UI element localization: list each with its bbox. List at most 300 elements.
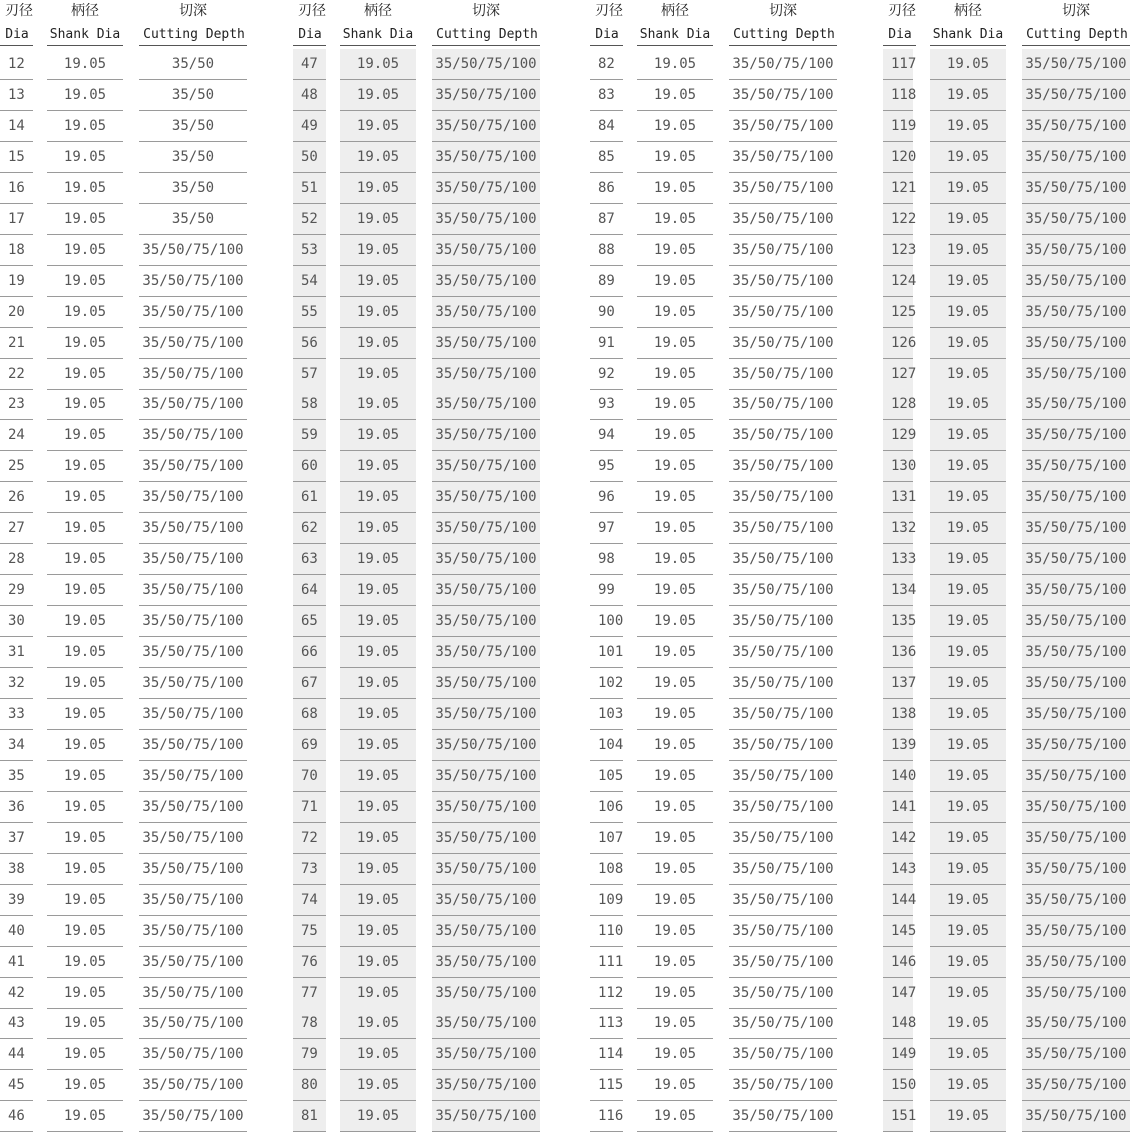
shank-dia-cell: 19.05 xyxy=(47,668,123,699)
cutting-depth-cell: 35/50/75/100 xyxy=(139,297,247,328)
dia-value: 25 xyxy=(8,458,25,475)
table-row xyxy=(590,699,840,730)
dia-cell xyxy=(590,142,623,173)
shank-dia-cell: 19.05 xyxy=(637,359,713,390)
table-row xyxy=(293,823,543,854)
shank-dia-cell: 19.05 xyxy=(637,266,713,297)
header-depth-en: Cutting Depth xyxy=(1026,27,1128,42)
table-row xyxy=(293,575,543,606)
shank-dia-cell: 19.05 xyxy=(340,885,416,916)
table-row xyxy=(0,823,250,854)
cutting-depth-cell: 35/50/75/100 xyxy=(432,916,540,947)
dia-cell xyxy=(0,823,33,854)
cutting-depth-cell: 35/50/75/100 xyxy=(1022,761,1130,792)
cutting-depth-cell: 35/50/75/100 xyxy=(432,204,540,235)
dia-cell xyxy=(293,1039,326,1070)
shank-dia-cell: 19.05 xyxy=(930,1101,1006,1132)
table-row xyxy=(0,978,250,1009)
table-row xyxy=(0,1008,250,1039)
cutting-depth-cell: 35/50/75/100 xyxy=(432,885,540,916)
table-row xyxy=(293,328,543,359)
cutting-depth-cell: 35/50/75/100 xyxy=(1022,420,1130,451)
dia-value: 108 xyxy=(598,860,624,877)
cutting-depth-cell: 35/50 xyxy=(139,204,247,235)
dia-value: 126 xyxy=(891,334,917,351)
shank-dia-cell: 19.05 xyxy=(47,978,123,1009)
dia-value: 92 xyxy=(598,365,615,382)
dia-value: 147 xyxy=(891,984,917,1001)
table-row xyxy=(293,606,543,637)
table-row xyxy=(0,854,250,885)
dia-value: 138 xyxy=(891,705,917,722)
shank-dia-cell: 19.05 xyxy=(930,513,1006,544)
table-row xyxy=(0,266,250,297)
cutting-depth-cell: 35/50/75/100 xyxy=(139,1008,247,1039)
cutting-depth-cell: 35/50/75/100 xyxy=(432,854,540,885)
dia-value: 72 xyxy=(301,829,318,846)
dia-value: 85 xyxy=(598,148,615,165)
dia-value: 129 xyxy=(891,427,917,444)
table-row xyxy=(883,482,1131,513)
cutting-depth-cell: 35/50/75/100 xyxy=(432,173,540,204)
cutting-depth-cell: 35/50/75/100 xyxy=(432,142,540,173)
shank-dia-cell: 19.05 xyxy=(637,668,713,699)
dia-cell xyxy=(0,947,33,978)
dia-value: 136 xyxy=(891,644,917,661)
table-row xyxy=(0,1039,250,1070)
dia-value: 29 xyxy=(8,582,25,599)
shank-dia-cell: 19.05 xyxy=(637,947,713,978)
table-row xyxy=(293,173,543,204)
table-row xyxy=(0,173,250,204)
cutting-depth-cell: 35/50/75/100 xyxy=(729,978,837,1009)
shank-dia-cell: 19.05 xyxy=(340,359,416,390)
dia-value: 48 xyxy=(301,86,318,103)
table-row xyxy=(590,730,840,761)
cutting-depth-cell: 35/50/75/100 xyxy=(432,978,540,1009)
shank-dia-cell: 19.05 xyxy=(47,420,123,451)
dia-cell xyxy=(0,637,33,668)
table-row xyxy=(0,297,250,328)
shank-dia-cell: 19.05 xyxy=(47,699,123,730)
table-row xyxy=(293,761,543,792)
dia-cell xyxy=(590,885,623,916)
dia-cell xyxy=(293,792,326,823)
dia-cell xyxy=(590,328,623,359)
dia-cell xyxy=(883,1008,917,1039)
cutting-depth-cell: 35/50/75/100 xyxy=(1022,359,1130,390)
shank-dia-cell: 19.05 xyxy=(637,451,713,482)
dia-value: 98 xyxy=(598,551,615,568)
dia-value: 13 xyxy=(8,86,25,103)
table-row xyxy=(883,544,1131,575)
cutting-depth-cell: 35/50/75/100 xyxy=(139,854,247,885)
cutting-depth-cell: 35/50/75/100 xyxy=(432,297,540,328)
table-row xyxy=(0,359,250,390)
table-row xyxy=(883,451,1131,482)
table-row xyxy=(883,173,1131,204)
dia-cell xyxy=(590,761,623,792)
cutting-depth-cell: 35/50/75/100 xyxy=(729,1101,837,1132)
table-row xyxy=(293,1008,543,1039)
dia-value: 97 xyxy=(598,520,615,537)
header-dia-en: Dia xyxy=(595,27,619,42)
table-row xyxy=(590,513,840,544)
cutting-depth-cell: 35/50/75/100 xyxy=(1022,328,1130,359)
dia-value: 103 xyxy=(598,705,624,722)
shank-dia-cell: 19.05 xyxy=(930,978,1006,1009)
dia-cell xyxy=(0,142,33,173)
dia-cell xyxy=(293,111,326,142)
cutting-depth-cell: 35/50/75/100 xyxy=(729,173,837,204)
header-underline xyxy=(340,45,416,46)
dia-cell xyxy=(883,885,917,916)
dia-cell xyxy=(0,359,33,390)
dia-value: 146 xyxy=(891,953,917,970)
shank-dia-cell: 19.05 xyxy=(47,730,123,761)
cutting-depth-cell: 35/50/75/100 xyxy=(729,854,837,885)
table-row xyxy=(0,792,250,823)
shank-dia-cell: 19.05 xyxy=(340,544,416,575)
shank-dia-cell: 19.05 xyxy=(340,730,416,761)
dia-cell xyxy=(883,142,917,173)
dia-value: 81 xyxy=(301,1108,318,1125)
dia-value: 35 xyxy=(8,767,25,784)
table-row xyxy=(0,49,250,80)
cutting-depth-cell: 35/50/75/100 xyxy=(1022,792,1130,823)
cutting-depth-cell: 35/50/75/100 xyxy=(1022,606,1130,637)
header-row-cn xyxy=(883,0,1131,22)
cutting-depth-cell: 35/50/75/100 xyxy=(1022,389,1130,420)
cutting-depth-cell: 35/50/75/100 xyxy=(729,111,837,142)
dia-value: 115 xyxy=(598,1077,624,1094)
cutting-depth-cell: 35/50/75/100 xyxy=(1022,297,1130,328)
dia-value: 113 xyxy=(598,1015,624,1032)
shank-dia-cell: 19.05 xyxy=(930,49,1006,80)
table-row xyxy=(883,575,1131,606)
dia-value: 114 xyxy=(598,1046,624,1063)
cutting-depth-cell: 35/50/75/100 xyxy=(139,699,247,730)
dia-value: 51 xyxy=(301,179,318,196)
shank-dia-cell: 19.05 xyxy=(637,823,713,854)
header-dia-cn: 刃径 xyxy=(5,3,33,19)
header-shank-en: Shank Dia xyxy=(342,27,414,42)
dia-value: 80 xyxy=(301,1077,318,1094)
dia-value: 87 xyxy=(598,210,615,227)
cutting-depth-cell: 35/50/75/100 xyxy=(432,420,540,451)
dia-value: 90 xyxy=(598,303,615,320)
shank-dia-cell: 19.05 xyxy=(637,854,713,885)
dia-value: 78 xyxy=(301,1015,318,1032)
table-row xyxy=(590,1070,840,1101)
table-row xyxy=(883,730,1131,761)
table-row xyxy=(0,235,250,266)
cutting-depth-cell: 35/50/75/100 xyxy=(729,947,837,978)
cutting-depth-cell: 35/50/75/100 xyxy=(729,699,837,730)
dia-value: 65 xyxy=(301,613,318,630)
cutting-depth-cell: 35/50/75/100 xyxy=(1022,1008,1130,1039)
cutting-depth-cell: 35/50/75/100 xyxy=(729,1039,837,1070)
cutting-depth-cell: 35/50/75/100 xyxy=(729,637,837,668)
cutting-depth-cell: 35/50/75/100 xyxy=(729,49,837,80)
cutting-depth-cell: 35/50/75/100 xyxy=(432,823,540,854)
header-shank-en: Shank Dia xyxy=(932,27,1004,42)
cutting-depth-cell: 35/50/75/100 xyxy=(729,916,837,947)
dia-cell xyxy=(293,699,326,730)
table-row xyxy=(293,544,543,575)
shank-dia-cell: 19.05 xyxy=(637,482,713,513)
dia-value: 57 xyxy=(301,365,318,382)
cutting-depth-cell: 35/50/75/100 xyxy=(432,730,540,761)
header-underline xyxy=(590,45,623,46)
shank-dia-cell: 19.05 xyxy=(930,359,1006,390)
table-row xyxy=(590,142,840,173)
dia-cell xyxy=(293,297,326,328)
header-depth-cn: 切深 xyxy=(769,3,797,19)
dia-cell xyxy=(590,1008,623,1039)
dia-cell xyxy=(590,49,623,80)
shank-dia-cell: 19.05 xyxy=(340,235,416,266)
cutting-depth-cell: 35/50/75/100 xyxy=(729,792,837,823)
header-shank-cn: 柄径 xyxy=(364,3,392,19)
header-depth-en: Cutting Depth xyxy=(733,27,835,42)
dia-cell xyxy=(590,947,623,978)
dia-cell xyxy=(590,916,623,947)
table-row xyxy=(590,854,840,885)
table-row xyxy=(293,80,543,111)
shank-dia-cell: 19.05 xyxy=(637,699,713,730)
dia-value: 27 xyxy=(8,520,25,537)
dia-cell xyxy=(0,916,33,947)
shank-dia-cell: 19.05 xyxy=(637,606,713,637)
table-row xyxy=(883,761,1131,792)
cutting-depth-cell: 35/50/75/100 xyxy=(432,49,540,80)
dia-value: 110 xyxy=(598,922,624,939)
cutting-depth-cell: 35/50/75/100 xyxy=(729,420,837,451)
shank-dia-cell: 19.05 xyxy=(637,297,713,328)
dia-value: 45 xyxy=(8,1077,25,1094)
shank-dia-cell: 19.05 xyxy=(340,854,416,885)
table-row xyxy=(590,420,840,451)
dia-cell xyxy=(0,761,33,792)
dia-cell xyxy=(883,1070,917,1101)
table-row xyxy=(293,235,543,266)
shank-dia-cell: 19.05 xyxy=(47,297,123,328)
cutting-depth-cell: 35/50/75/100 xyxy=(729,575,837,606)
shank-dia-cell: 19.05 xyxy=(47,204,123,235)
cutting-depth-cell: 35/50/75/100 xyxy=(1022,947,1130,978)
dia-cell xyxy=(883,451,917,482)
dia-cell xyxy=(590,359,623,390)
shank-dia-cell: 19.05 xyxy=(47,235,123,266)
dia-cell xyxy=(590,235,623,266)
cutting-depth-cell: 35/50/75/100 xyxy=(139,235,247,266)
cutting-depth-cell: 35/50/75/100 xyxy=(729,328,837,359)
dia-value: 31 xyxy=(8,644,25,661)
shank-dia-cell: 19.05 xyxy=(340,328,416,359)
dia-cell xyxy=(883,699,917,730)
cutting-depth-cell: 35/50/75/100 xyxy=(729,730,837,761)
header-row-en xyxy=(883,24,1131,46)
cutting-depth-cell: 35/50/75/100 xyxy=(729,1008,837,1039)
dia-cell xyxy=(883,80,917,111)
header-shank-en: Shank Dia xyxy=(639,27,711,42)
dia-cell xyxy=(883,575,917,606)
cutting-depth-cell: 35/50/75/100 xyxy=(432,328,540,359)
dia-value: 19 xyxy=(8,272,25,289)
dia-cell xyxy=(293,49,326,80)
shank-dia-cell: 19.05 xyxy=(340,389,416,420)
cutting-depth-cell: 35/50/75/100 xyxy=(139,947,247,978)
dia-cell xyxy=(590,730,623,761)
table-row xyxy=(293,730,543,761)
dia-value: 30 xyxy=(8,613,25,630)
cutting-depth-cell: 35/50/75/100 xyxy=(139,1070,247,1101)
table-row xyxy=(0,575,250,606)
shank-dia-cell: 19.05 xyxy=(637,637,713,668)
cutting-depth-cell: 35/50/75/100 xyxy=(432,1101,540,1132)
shank-dia-cell: 19.05 xyxy=(930,916,1006,947)
shank-dia-cell: 19.05 xyxy=(340,451,416,482)
dia-value: 121 xyxy=(891,179,917,196)
dia-cell xyxy=(0,854,33,885)
dia-cell xyxy=(0,544,33,575)
header-underline xyxy=(1022,45,1130,46)
dia-value: 73 xyxy=(301,860,318,877)
dia-value: 12 xyxy=(8,56,25,72)
table-row xyxy=(0,668,250,699)
cutting-depth-cell: 35/50/75/100 xyxy=(1022,1101,1130,1132)
header-shank-cn: 柄径 xyxy=(71,3,99,19)
cutting-depth-cell: 35/50 xyxy=(139,173,247,204)
table-row xyxy=(590,978,840,1009)
dia-value: 62 xyxy=(301,520,318,537)
shank-dia-cell: 19.05 xyxy=(47,173,123,204)
shank-dia-cell: 19.05 xyxy=(340,420,416,451)
header-depth-en: Cutting Depth xyxy=(143,27,245,42)
table-row xyxy=(293,885,543,916)
dia-cell xyxy=(883,359,917,390)
shank-dia-cell: 19.05 xyxy=(340,80,416,111)
cutting-depth-cell: 35/50/75/100 xyxy=(729,204,837,235)
dia-value: 71 xyxy=(301,798,318,815)
dia-value: 95 xyxy=(598,458,615,475)
table-row xyxy=(590,916,840,947)
dia-cell xyxy=(590,80,623,111)
shank-dia-cell: 19.05 xyxy=(930,266,1006,297)
table-row xyxy=(293,1101,543,1132)
cutting-depth-cell: 35/50/75/100 xyxy=(1022,885,1130,916)
dia-cell xyxy=(883,916,917,947)
dia-value: 125 xyxy=(891,303,917,320)
table-row xyxy=(293,978,543,1009)
dia-cell xyxy=(293,637,326,668)
shank-dia-cell: 19.05 xyxy=(47,451,123,482)
table-row xyxy=(883,1039,1131,1070)
dia-value: 91 xyxy=(598,334,615,351)
shank-dia-cell: 19.05 xyxy=(340,482,416,513)
cutting-depth-cell: 35/50/75/100 xyxy=(1022,1070,1130,1101)
cutting-depth-cell: 35/50/75/100 xyxy=(139,575,247,606)
dia-cell xyxy=(293,204,326,235)
table-row xyxy=(883,699,1131,730)
dia-cell xyxy=(883,730,917,761)
dia-cell xyxy=(293,235,326,266)
shank-dia-cell: 19.05 xyxy=(930,142,1006,173)
shank-dia-cell: 19.05 xyxy=(47,111,123,142)
table-row xyxy=(590,297,840,328)
dia-value: 149 xyxy=(891,1046,917,1063)
shank-dia-cell: 19.05 xyxy=(930,885,1006,916)
header-dia-en: Dia xyxy=(5,27,29,42)
shank-dia-cell: 19.05 xyxy=(340,1101,416,1132)
shank-dia-cell: 19.05 xyxy=(637,328,713,359)
cutting-depth-cell: 35/50/75/100 xyxy=(432,80,540,111)
dia-cell xyxy=(590,575,623,606)
shank-dia-cell: 19.05 xyxy=(47,1039,123,1070)
dia-value: 145 xyxy=(891,922,917,939)
cutting-depth-cell: 35/50/75/100 xyxy=(729,297,837,328)
shank-dia-cell: 19.05 xyxy=(47,854,123,885)
dia-cell xyxy=(293,823,326,854)
cutting-depth-cell: 35/50/75/100 xyxy=(1022,637,1130,668)
table-row xyxy=(0,328,250,359)
dia-value: 135 xyxy=(891,613,917,630)
shank-dia-cell: 19.05 xyxy=(930,297,1006,328)
table-row xyxy=(0,637,250,668)
cutting-depth-cell: 35/50/75/100 xyxy=(139,328,247,359)
shank-dia-cell: 19.05 xyxy=(930,1039,1006,1070)
dia-value: 28 xyxy=(8,551,25,568)
cutting-depth-cell: 35/50/75/100 xyxy=(1022,173,1130,204)
dia-value: 123 xyxy=(891,241,917,258)
dia-value: 56 xyxy=(301,334,318,351)
dia-cell xyxy=(0,792,33,823)
dia-cell xyxy=(590,420,623,451)
dia-value: 112 xyxy=(598,984,624,1001)
dia-value: 76 xyxy=(301,953,318,970)
shank-dia-cell: 19.05 xyxy=(47,792,123,823)
dia-cell xyxy=(590,451,623,482)
table-row xyxy=(590,792,840,823)
dia-cell xyxy=(293,544,326,575)
dia-value: 33 xyxy=(8,705,25,722)
dia-value: 120 xyxy=(891,148,917,165)
shank-dia-cell: 19.05 xyxy=(47,142,123,173)
table-row xyxy=(883,947,1131,978)
table-row xyxy=(0,451,250,482)
table-row xyxy=(883,637,1131,668)
table-row xyxy=(883,359,1131,390)
shank-dia-cell: 19.05 xyxy=(637,513,713,544)
table-row xyxy=(883,513,1131,544)
shank-dia-cell: 19.05 xyxy=(637,1101,713,1132)
table-row xyxy=(590,575,840,606)
shank-dia-cell: 19.05 xyxy=(47,328,123,359)
table-row xyxy=(0,204,250,235)
dia-cell xyxy=(883,420,917,451)
table-row xyxy=(293,1039,543,1070)
dia-cell xyxy=(0,235,33,266)
table-row xyxy=(293,668,543,699)
table-row xyxy=(590,1039,840,1070)
shank-dia-cell: 19.05 xyxy=(930,235,1006,266)
dia-value: 20 xyxy=(8,303,25,320)
dia-cell xyxy=(293,668,326,699)
table-row xyxy=(293,204,543,235)
dia-value: 34 xyxy=(8,736,25,753)
dia-cell xyxy=(0,173,33,204)
